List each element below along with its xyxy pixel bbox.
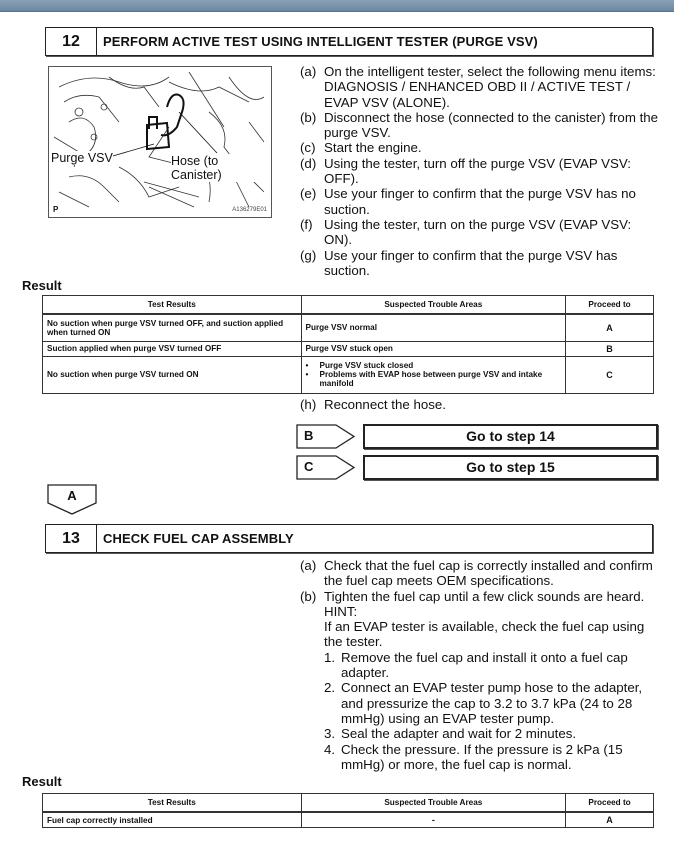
goto-step-14-link[interactable]: Go to step 14 xyxy=(363,424,658,449)
instruction-c: (c) Start the engine. xyxy=(300,140,422,156)
sub-step-3: 3. Seal the adapter and wait for 2 minutes. xyxy=(324,726,577,742)
figure-code: A136279E01 xyxy=(232,207,267,213)
instruction-h: (h) Reconnect the hose. xyxy=(300,397,446,412)
instruction-d: (d) Using the tester, turn off the purge VSV (EVAP VSV: OFF). xyxy=(300,155,631,187)
instruction-a: (a) On the intelligent tester, select the following menu items: DIAGNOSIS / ENHANCED OBD II / ACTIVE TEST / EVAP VSV (ALONE). xyxy=(300,64,656,110)
top-banner xyxy=(0,0,674,12)
sub-step-4: 4. Check the pressure. If the pressure is 2 kPa (15 mmHg) or more, the fuel cap is normal. xyxy=(324,741,623,772)
hint-label: HINT: xyxy=(324,603,358,619)
table-row: No suction when purge VSV turned ON • Purge VSV stuck closed • Problems with EVAP hose between purge VSV and intake manifold C xyxy=(43,356,654,393)
trouble-area-list: • Purge VSV stuck closed • Problems with EVAP hose between purge VSV and intake manifold xyxy=(306,361,562,388)
figure-corner-mark: P xyxy=(53,205,59,214)
step-title: CHECK FUEL CAP ASSEMBLY xyxy=(103,531,294,546)
table-row: No suction when purge VSV turned OFF, and suction applied when turned ON Purge VSV normal A xyxy=(43,314,654,341)
step-12-instructions xyxy=(300,64,660,278)
branch-tag-c: C xyxy=(296,455,356,480)
engine-diagram-icon xyxy=(49,67,271,217)
instruction-b: (b) Tighten the fuel cap until a few click sounds are heard. HINT: If an EVAP tester is available, check the fuel cap using the tester. 1. Remove the fuel cap and install it onto a fuel cap adapter. 2. Connect an EVAP tester pump hose to the adapter, and pressurize the cap to 3.2 to 3.7 kPa (24 to 28 mmHg) using an EVAP tester pump. 3. Seal the adapter and wait for 2 minutes. 4. Check the pressure. If the pressure is 2 kPa (15 mmHg) or more, the fuel cap is normal. xyxy=(300,589,660,773)
step-12-header xyxy=(45,27,653,56)
branch-tag-a: A xyxy=(47,484,111,515)
goto-step-15-link[interactable]: Go to step 15 xyxy=(363,455,658,480)
table-header-row: Test Results Suspected Trouble Areas Proceed to xyxy=(43,794,654,813)
goto-step-15-row[interactable] xyxy=(296,455,658,480)
branch-tag-b: B xyxy=(296,424,356,449)
step-13-header xyxy=(45,524,653,553)
step-title: PERFORM ACTIVE TEST USING INTELLIGENT TESTER (PURGE VSV) xyxy=(103,34,538,49)
step-number: 13 xyxy=(46,525,97,552)
table-row: Fuel cap correctly installed - A xyxy=(43,812,654,828)
goto-step-14-row[interactable] xyxy=(296,424,658,449)
step-13-instructions xyxy=(300,558,660,772)
purge-vsv-illustration xyxy=(48,66,272,218)
label-hose-to-canister: Hose (to Canister) xyxy=(171,154,271,182)
instruction-a: (a) Check that the fuel cap is correctly installed and confirm the fuel cap meets OEM specifications. xyxy=(300,558,653,589)
instruction-f: (f) Using the tester, turn on the purge VSV (EVAP VSV: ON). xyxy=(300,216,632,248)
step-13-result-table xyxy=(42,793,654,828)
instruction-g: (g) Use your finger to confirm that the purge VSV has suction. xyxy=(300,247,618,278)
table-header-row: Test Results Suspected Trouble Areas Proceed to xyxy=(43,296,654,315)
result-heading: Result xyxy=(22,278,62,293)
sub-step-1: 1. Remove the fuel cap and install it onto a fuel cap adapter. xyxy=(324,649,628,681)
table-row: Suction applied when purge VSV turned OFF Purge VSV stuck open B xyxy=(43,341,654,356)
step-12-result-table xyxy=(42,295,654,394)
step-number: 12 xyxy=(46,28,97,55)
instruction-b: (b) Disconnect the hose (connected to the canister) from the purge VSV. xyxy=(300,109,659,141)
hint-text: If an EVAP tester is available, check the fuel cap using the tester. xyxy=(324,619,645,650)
label-purge-vsv: Purge VSV xyxy=(51,151,113,165)
sub-step-2: 2. Connect an EVAP tester pump hose to the adapter, and pressurize the cap to 3.2 to 3.7 kPa (24 to 28 mmHg) using an EVAP tester pump. xyxy=(324,680,643,726)
instruction-e: (e) Use your finger to confirm that the purge VSV has no suction. xyxy=(300,186,636,217)
result-heading: Result xyxy=(22,774,62,789)
